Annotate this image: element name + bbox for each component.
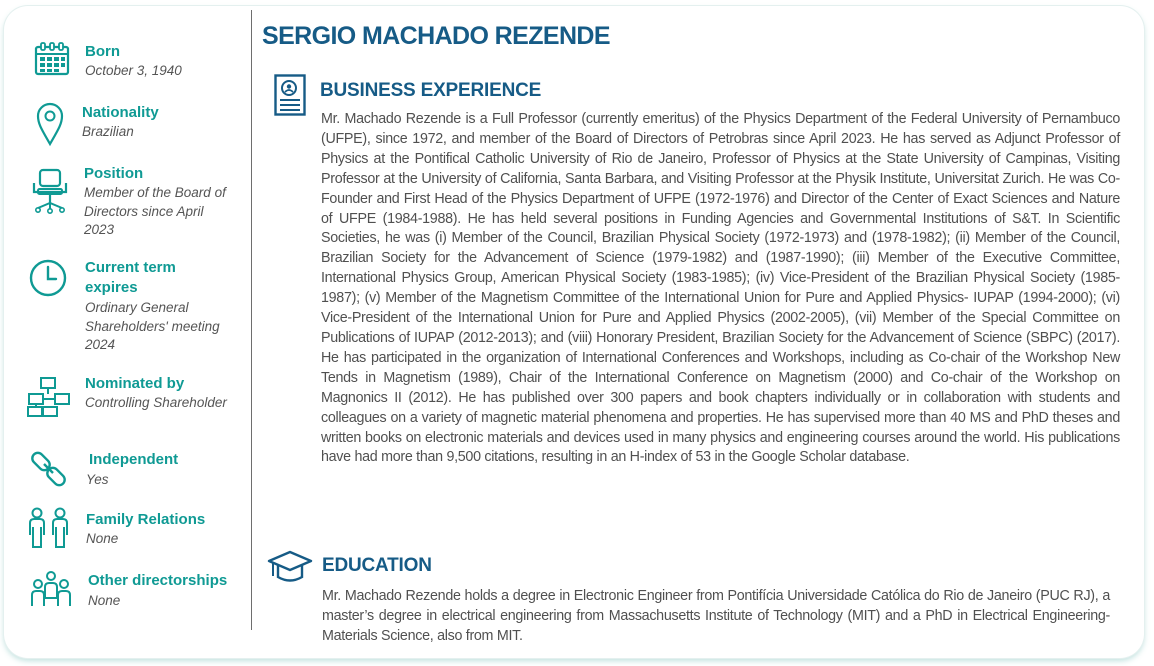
- clock-icon: [28, 258, 68, 298]
- business-experience-title: BUSINESS EXPERIENCE: [320, 80, 542, 101]
- other-directorships-label: Other directorships: [88, 572, 228, 589]
- business-experience-text: Mr. Machado Rezende is a Full Professor (currently emeritus) of the Physics Department of the Federal University of Pernambuco (UFPE), since 1972, and member of the Board of Directors of Petrobras since April 2023. He has served as Adjunct Professor of Physics at the Pontifical Catholic University of Rio de Janeiro, Professor of Physics at the State University of Campinas, Visiting Professor at the University of California, Santa Barbara, and Visiting Professor at the Physik Institute, Universitat Zurich. He was Co-Founder and First Head of the Physics Department of UFPE (1972-1976) and Director of the Center of Exact Sciences and Nature of UFPE (1984-1988). He has held several positions in Funding Agencies and Governmental Institutions of S&T. In Scientific Societies, he was (i) Member of the Council, Brazilian Physical Society (1972-1973) and (1978-1982); (ii) Member of the Council, Brazilian Society for the Advancement of Science (1979-1982) and (1987-1990); (iii) Member of the Executive Committee, International Physics Group, American Physical Society (1983-1985); (iv) Vice-President of the Brazilian Physical Society (1985-1987); (v) Member of the Magnetism Committee of the International Union for Pure and Applied Physics- IUPAP (1994-2000); (vi) Vice-President of the International Union for Pure and Applied Physics (2002-2005), (vii) Member of the Special Committee on Publications of IUPAP (2012-2013); and (viii) Honorary President, Brazilian Society for the Advancement of Science (SBPC) (2017). He has participated in the organization of International Conferences and Workshops, including as Co-chair of the Workshop New Tends in Magnetism (1989), Chair of the International Conference on Magnetism (2000) and Co-chair of the Workshop on Magnonics II (2012). He has published over 300 papers and book chapters individually or in collaboration with students and colleagues on a variety of magnetic material phenomena and properties. He has supervised more than 40 MS and PhD theses and written books on electronic materials and devices used in many physics and engineering courses around the world. His publications have had more than 9,500 citations, resulting in an H-index of 53 in the Google Scholar database.: [321, 111, 1120, 466]
- nationality-value: Brazilian: [82, 124, 134, 139]
- family-value: None: [86, 531, 119, 546]
- born-label: Born: [85, 43, 120, 60]
- family-icon: [26, 507, 72, 549]
- independent-value: Yes: [86, 472, 109, 487]
- location-pin-icon: [36, 102, 64, 146]
- other-directorships-value: None: [88, 593, 121, 608]
- term-label-line1: Current term: [85, 259, 176, 276]
- position-label: Position: [84, 165, 144, 182]
- position-value: Member of the Board of Directors since April 2023: [84, 185, 226, 237]
- nominated-value: Controlling Shareholder: [85, 395, 227, 410]
- independent-label: Independent: [89, 451, 179, 468]
- sidebar-divider: [251, 10, 252, 630]
- education-text: Mr. Machado Rezende holds a degree in Electronic Engineer from Pontifícia Universidade Católica do Rio de Janeiro (PUC RJ), a master’s degree in electrical engineering from Massachusetts Institute of Technology (MIT) and a PhD in Electrical Engineering-Materials Science, also from MIT.: [322, 588, 1110, 644]
- family-label: Family Relations: [86, 511, 206, 528]
- nominated-label: Nominated by: [85, 375, 185, 392]
- chain-link-icon: [30, 450, 68, 488]
- term-label-line2: expires: [85, 279, 138, 296]
- page-title: SERGIO MACHADO REZENDE: [262, 22, 610, 50]
- graduation-cap-icon: [267, 550, 313, 584]
- org-chart-icon: [27, 377, 71, 417]
- education-title: EDUCATION: [322, 555, 432, 576]
- born-value: October 3, 1940: [85, 63, 182, 78]
- calendar-icon: [34, 42, 70, 76]
- term-value: Ordinary General Shareholders' meeting 2024: [85, 300, 220, 352]
- resume-document-icon: [274, 74, 306, 116]
- group-icon: [30, 571, 72, 609]
- nationality-label: Nationality: [82, 104, 159, 121]
- office-chair-icon: [30, 168, 70, 214]
